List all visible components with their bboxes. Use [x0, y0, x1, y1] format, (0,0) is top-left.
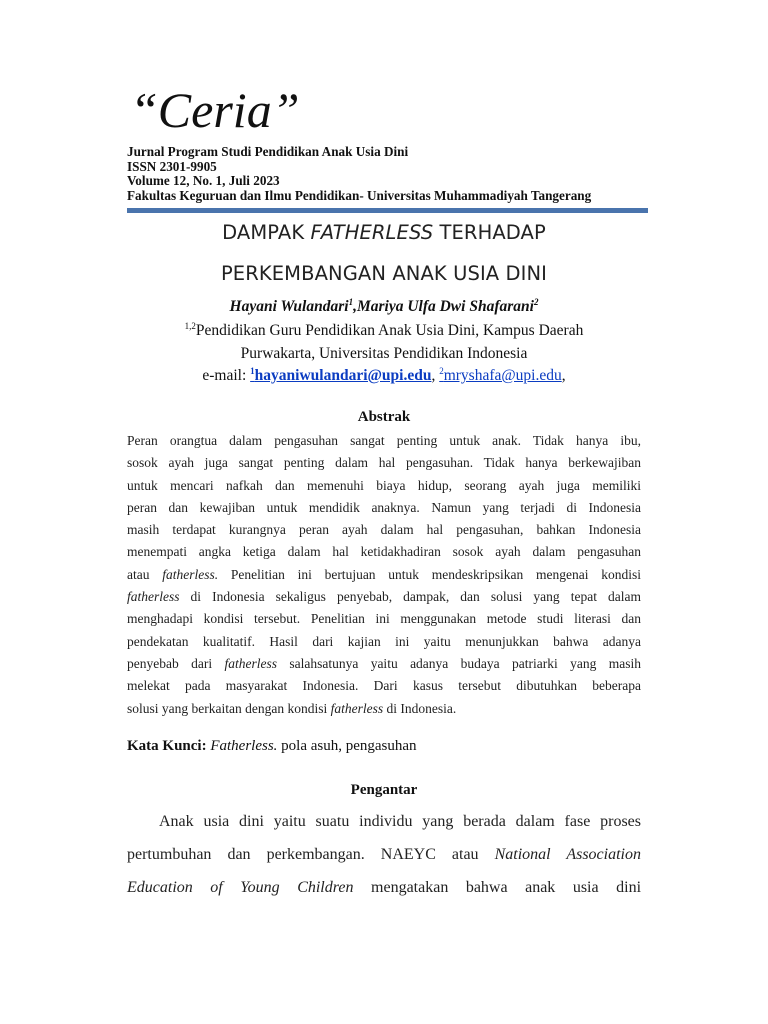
paper-title-line-1: DAMPAK FATHERLESS TERHADAP: [222, 221, 546, 244]
abstract-line: untuk mencari nafkah dan memenuhi biaya hidup, seorang ayah juga memiliki: [127, 477, 641, 493]
email-link-1[interactable]: $^1$hayaniwulandari@upi.edu: [250, 365, 432, 384]
abstract-line: fatherless di Indonesia sekaligus penyebab, dampak, dan solusi yang tepat dalam: [127, 589, 641, 605]
author-1: Hayani Wulandari: [229, 298, 349, 315]
abstract-line: penyebab dari fatherless salahsatunya yaitu adanya budaya patriarki yang masih: [127, 655, 641, 671]
abstract-line: solusi yang berkaitan dengan kondisi fatherless di Indonesia.: [127, 700, 457, 716]
abstract-heading: Abstrak: [357, 409, 411, 425]
intro-line: pertumbuhan dan perkembangan. NAEYC atau National Association: [127, 846, 641, 863]
journal-issn: ISSN 2301-9905: [127, 158, 217, 174]
journal-logo: “Ceria”: [130, 82, 300, 138]
affiliation-line-1: $^{1,2}$Pendidikan Guru Pendidikan Anak Usia Dini, Kampus Daerah: [184, 320, 584, 339]
section-heading-pengantar: Pengantar: [350, 782, 418, 798]
keywords-line: Kata Kunci: Fatherless. pola asuh, pengasuhan: [127, 738, 417, 754]
abstract-line: sosok ayah juga sangat penting dalam hal pengasuhan. Tidak hanya berkewajiban: [127, 455, 641, 471]
abstract-line: pendekatan kualitatif. Hasil dari kajian ini yaitu menunjukkan bahwa adanya: [127, 633, 641, 649]
keywords-label: Kata Kunci:: [127, 738, 211, 754]
abstract-line: menghadapi kondisi tersebut. Penelitian ini menggunakan metode studi literasi dan: [127, 611, 641, 627]
affiliation-line-2: Purwakarta, Universitas Pendidikan Indonesia: [240, 345, 528, 362]
abstract-line: peran dan kewajiban untuk mendidik anaknya. Namun yang terjadi di Indonesia: [127, 499, 641, 515]
author-list: Hayani Wulandari$^1$,Mariya Ulfa Dwi Shafarani$^2$: [229, 296, 539, 315]
abstract-line: menempati angka ketiga dalam hal ketidakhadiran sosok ayah dalam pengasuhan: [127, 544, 641, 560]
abstract-body: [127, 430, 641, 720]
email-line: e-mail: $^1$hayaniwulandari@upi.edu, $^2$mryshafa@upi.edu,: [202, 365, 566, 384]
intro-line: Anak usia dini yaitu suatu individu yang berada dalam fase proses: [159, 813, 641, 830]
journal-header-info: [127, 145, 591, 203]
paper-title-line-2: PERKEMBANGAN ANAK USIA DINI: [220, 262, 548, 285]
abstract-line: melekat pada masyarakat Indonesia. Dari kasus tersebut dibutuhkan beberapa: [127, 678, 641, 694]
email-link-2[interactable]: $^2$mryshafa@upi.edu: [439, 365, 562, 384]
abstract-line: atau fatherless. Penelitian ini bertujuan untuk mendeskripsikan mengenai kondisi: [127, 566, 641, 582]
intro-body: [127, 805, 641, 904]
abstract-line: Peran orangtua dalam pengasuhan sangat penting untuk anak. Tidak hanya ibu,: [127, 433, 641, 448]
journal-program: Jurnal Program Studi Pendidikan Anak Usia Dini: [127, 144, 409, 159]
journal-volume: Volume 12, No. 1, Juli 2023: [127, 173, 280, 188]
journal-faculty: Fakultas Keguruan dan Ilmu Pendidikan- Universitas Muhammadiyah Tangerang: [127, 187, 592, 203]
author-2: Mariya Ulfa Dwi Shafarani: [356, 298, 534, 315]
abstract-line: masih terdapat kurangnya peran ayah dalam hal pengasuhan, bahkan Indonesia: [127, 522, 641, 538]
intro-line: Education of Young Children mengatakan bahwa anak usia dini: [127, 879, 642, 896]
header-divider: [127, 208, 648, 213]
